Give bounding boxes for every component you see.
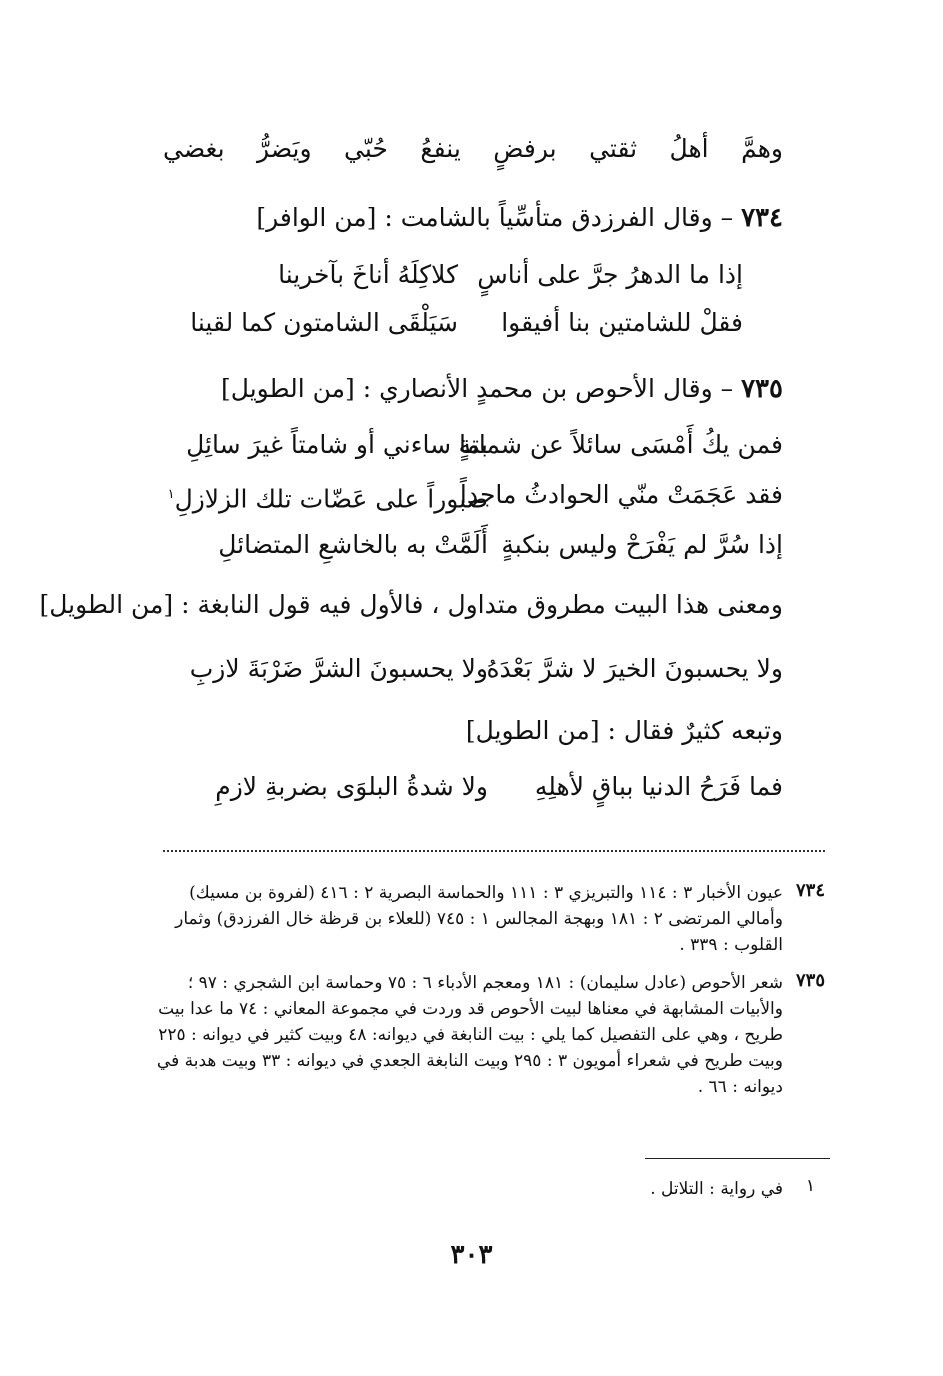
verse-734-2-first-hemistich: فقلْ للشامتين بنا أفيقوا: [501, 308, 743, 337]
prose-nabigha-intro: ومعنى هذا البيت مطروق متداول ، فالأول فيه قول النابغة : [من الطويل]: [39, 590, 783, 619]
footnote-735-line-5: ديوانه : ٦٦ .: [697, 1077, 783, 1097]
verse-734-1-second-hemistich: كلاكِلَهُ أناخَ بآخرينا: [278, 260, 458, 289]
verse-kuthayyir-first-hemistich: فما فَرَحُ الدنيا بباقٍ لأهلِهِ: [534, 772, 783, 801]
footnote-734-line-1: عيون الأخبار ٣ : ١١٤ والتبريزي ٣ : ١١١ والحماسة البصرية ٢ : ٤١٦ (لفروة بن مسيك): [189, 883, 783, 903]
verse-735-3-second-hemistich: أَلَمَّتْ به بالخاشعِ المتضائلِ: [218, 530, 488, 559]
footnote-734-line-3: القلوب : ٣٣٩ .: [679, 935, 783, 955]
footnote-734-line-2: وأمالي المرتضى ٢ : ١٨١ وبهجة المجالس ١ : ٧٤٥ (للعلاء بن قرظة خال الفرزدق) وثمار: [175, 909, 783, 929]
note-1-number: ١: [805, 1176, 815, 1196]
footnote-735-line-1: شعر الأحوص (عادل سليمان) : ١٨١ ومعجم الأدباء ٦ : ٧٥ وحماسة ابن الشجري : ٩٧ ؛: [187, 973, 783, 993]
entry-734-heading: [256, 201, 783, 235]
verse-735-1-first-hemistich: فمن يكُ أَمْسَى سائلاً عن شماتةٍ: [458, 430, 783, 459]
verse-735-1-second-hemistich: بما ساءني أو شامتاً غيرَ سائِلِ: [186, 430, 488, 459]
verse-735-2-first-hemistich: فقد عَجَمَتْ منّي الحوادثُ ماجداً: [459, 480, 783, 509]
verse-734-2-second-hemistich: سَيَلْقَى الشامتون كما لقينا: [190, 308, 458, 337]
footnote-marker-1: ١: [167, 487, 175, 502]
verse-nabigha-second-hemistich: ولا يحسبونَ الشرَّ ضَرْبَةَ لازبِ: [189, 654, 488, 683]
entry-735-intro: – وقال الأحوص بن محمدٍ الأنصاري : [من الطويل]: [221, 374, 734, 403]
footnote-735-number: ٧٣٥: [795, 970, 825, 991]
footnote-734-number: ٧٣٤: [795, 880, 825, 901]
footnote-separator-dotted: [163, 850, 825, 852]
note-1-text: في رواية : التلاتل .: [650, 1179, 783, 1199]
footnote-735-line-2: والأبيات المشابهة في معناها لبيت الأحوص قد وردت في مجموعة المعاني : ٧٤ ما عدا بيت: [158, 999, 783, 1019]
entry-735-heading: [221, 372, 783, 406]
page-number: ٣٠٣: [450, 1240, 493, 1270]
entry-734-intro: – وقال الفرزدق متأسِّياً بالشامت : [من الوافر]: [256, 203, 734, 232]
verse-735-2-second-text: صبوراً على عَضّات تلك الزلازلِ: [174, 484, 488, 514]
verse-735-3-first-hemistich: إذا سُرَّ لم يَفْرَحْ وليس بنكبةٍ: [501, 530, 783, 559]
verse-735-2-second-hemistich: [168, 478, 488, 516]
verse-nabigha-first-hemistich: ولا يحسبونَ الخيرَ لا شرَّ بَعْدَهُ: [486, 654, 783, 683]
entry-735-number: ٧٣٥: [741, 374, 783, 404]
verse-734-1-first-hemistich: إذا ما الدهرُ جرَّ على أناسٍ: [477, 260, 743, 289]
verse-kuthayyir-second-hemistich: ولا شدةُ البلوَى بضربةِ لازمِ: [215, 772, 488, 801]
entry-734-number: ٧٣٤: [741, 203, 783, 233]
footnote-735-line-4: وبيت طريح في شعراء أمويون ٣ : ٢٩٥ وبيت النابغة الجعدي في ديوانه : ٣٣ وبيت هدبة في: [156, 1051, 783, 1071]
prose-kuthayyir-intro: وتبعه كثيرٌ فقال : [من الطويل]: [465, 716, 783, 745]
verse-continuation: وهمَّ أهلُ ثقتي برفضٍ ينفعُ حُبّي ويَضرُّ بغضي: [163, 134, 783, 163]
note-separator-rule: [645, 1158, 830, 1159]
footnote-735-line-3: طريح ، وهي على التفصيل كما يلي : بيت النابغة في ديوانه: ٤٨ وبيت كثير في ديوانه : ٢٢٥: [158, 1025, 783, 1045]
